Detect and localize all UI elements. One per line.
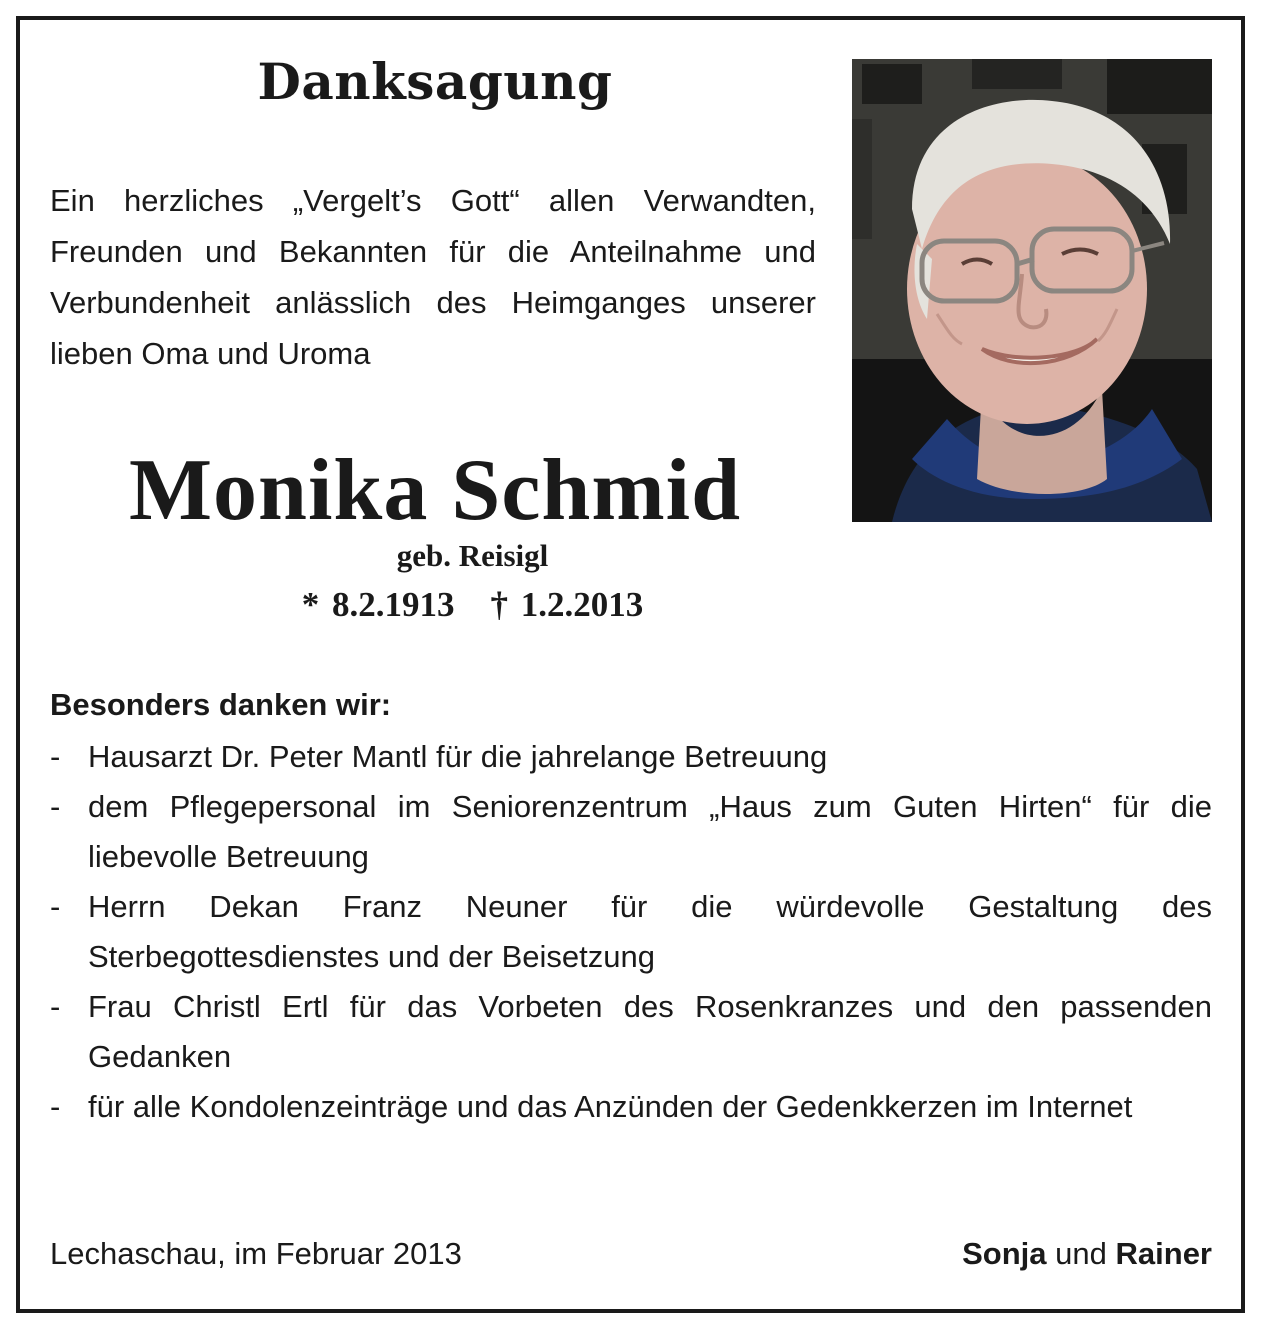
notice-title: Danksagung [257, 52, 613, 111]
thanks-heading: Besonders danken wir: [50, 687, 392, 722]
list-item-text: Herrn Dekan Franz Neuner für die würdevolle Gestaltung des Sterbegottesdienstes und der Beisetzung [88, 889, 1212, 974]
list-item [50, 782, 1212, 882]
signature-connector: und [1055, 1236, 1107, 1271]
signature [962, 1236, 1212, 1272]
list-item [50, 882, 1212, 982]
bullet-dash: - [50, 889, 61, 924]
bullet-dash: - [50, 989, 61, 1024]
deceased-name: Monika Schmid [128, 442, 742, 539]
birth-date: * 8.2.1913 [301, 585, 455, 624]
list-item-text: Hausarzt Dr. Peter Mantl für die jahrelange Betreuung [88, 739, 828, 774]
place-date: Lechaschau, im Februar 2013 [50, 1236, 462, 1271]
list-item-text: für alle Kondolenzeinträge und das Anzünden der Gedenkkerzen im Internet [88, 1089, 1133, 1124]
list-item-text: dem Pflegepersonal im Seniorenzentrum „Haus zum Guten Hirten“ für die liebevolle Betreuung [88, 789, 1212, 874]
list-item-text: Frau Christl Ertl für das Vorbeten des Rosenkranzes und den passenden Gedanken [88, 989, 1212, 1074]
signature-name-2: Rainer [1115, 1236, 1212, 1271]
maiden-name: geb. Reisigl [396, 538, 549, 573]
portrait-photo [852, 59, 1212, 522]
death-date: † 1.2.2013 [490, 585, 644, 624]
intro-text: Ein herzliches „Vergelt’s Gott“ allen Verwandten, Freunden und Bekannten für die Anteilnahme und Verbundenheit anlässlich des Heimganges unserer lieben Oma und Uroma [50, 183, 816, 371]
portrait-illustration [852, 59, 1212, 522]
list-item [50, 732, 1212, 782]
bullet-dash: - [50, 789, 61, 824]
life-dates [40, 585, 905, 625]
bullet-dash: - [50, 739, 61, 774]
list-item [50, 982, 1212, 1082]
list-item [50, 1082, 1212, 1132]
bullet-dash: - [50, 1089, 61, 1124]
thanks-list [50, 732, 1212, 1132]
signature-name-1: Sonja [962, 1236, 1047, 1271]
